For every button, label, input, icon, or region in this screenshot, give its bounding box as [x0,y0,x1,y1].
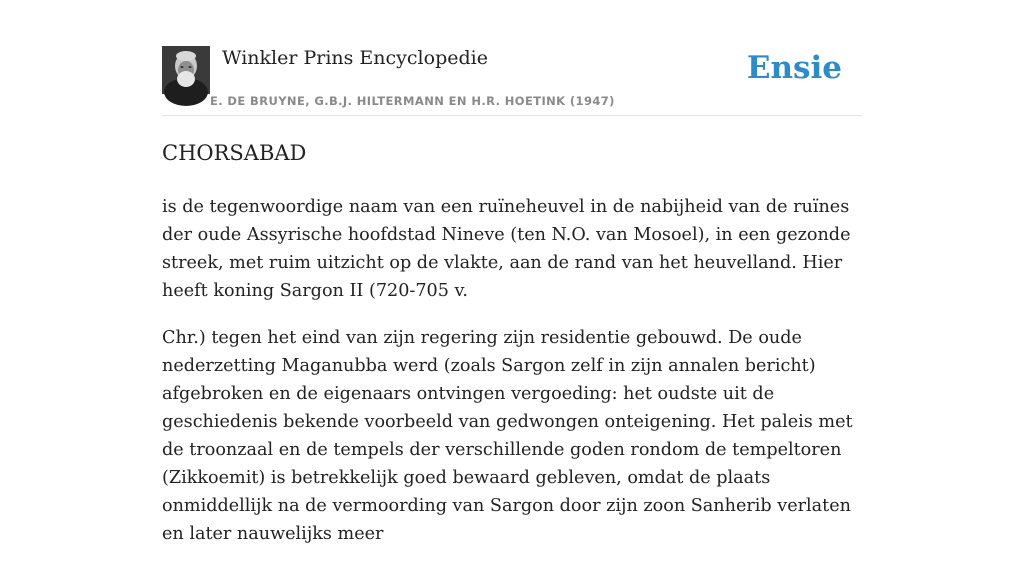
source-title[interactable]: Winkler Prins Encyclopedie [222,47,488,69]
entry-title: CHORSABAD [162,141,307,165]
author-portrait-icon [162,46,210,94]
entry-paragraph: is de tegenwoordige naam van een ruïneheuvel in de nabijheid van de ruïnes der oude Assyrische hoofdstad Nineve (ten N.O. van Mosoel), in een gezonde streek, met ruim uitzicht op de vlakte, aan de rand van het heuvelland. Hier heeft koning Sargon II (720-705 v. [162,197,851,301]
entry-body [162,193,864,567]
source-header [162,46,862,116]
source-authors: E. DE BRUYNE, G.B.J. HILTERMANN EN H.R. HOETINK (1947) [210,94,615,108]
entry-paragraph: Chr.) tegen het eind van zijn regering zijn residentie gebouwd. De oude nederzetting Maganubba werd (zoals Sargon zelf in zijn annalen bericht) afgebroken en de eigenaars ontvingen vergoeding: het oudste uit de geschiedenis bekende voorbeeld van gedwongen onteigening. Het paleis met de troonzaal en de tempels der verschillende goden rondom de tempeltoren (Zikkoemit) is betrekkelijk goed bewaard gebleven, omdat de plaats onmiddellijk na de vermoording van Sargon door zijn zoon Sanherib verlaten en later nauwelijks meer [162,328,853,544]
ensie-logo-link[interactable]: Ensie [746,50,842,86]
